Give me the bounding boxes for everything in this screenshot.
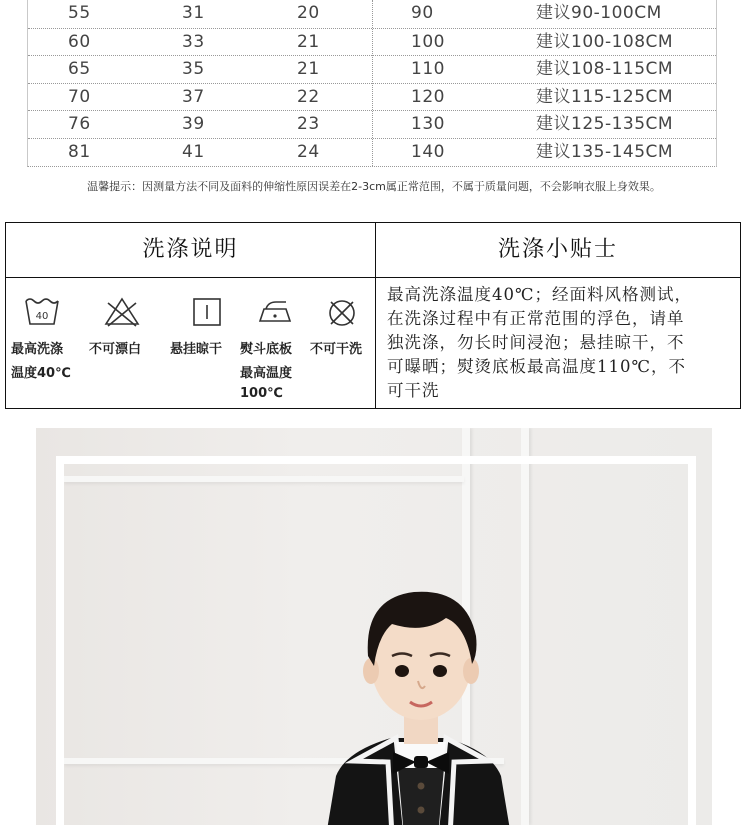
table-cell: 20 bbox=[297, 3, 320, 23]
table-cell: 41 bbox=[182, 141, 205, 162]
table-cell: 23 bbox=[297, 114, 320, 134]
table-row bbox=[28, 28, 716, 55]
wash-tub-40-icon bbox=[24, 297, 60, 327]
care-table bbox=[5, 222, 741, 409]
care-tips-title: 洗涤小贴士 bbox=[497, 237, 618, 262]
iron-icon bbox=[256, 297, 294, 327]
table-row bbox=[28, 110, 716, 137]
wash-label-line1: 最高洗涤 bbox=[11, 342, 64, 357]
header-divider bbox=[6, 277, 740, 278]
table-cell: 110 bbox=[411, 59, 445, 79]
line-dry-label: 悬挂晾干 bbox=[170, 342, 223, 357]
table-cell: 建议135-145CM bbox=[536, 141, 674, 162]
table-cell: 120 bbox=[411, 86, 445, 107]
product-photo bbox=[36, 428, 712, 825]
table-row bbox=[28, 55, 716, 82]
table-row bbox=[28, 83, 716, 110]
iron-label-line2: 最高温度 bbox=[240, 366, 293, 381]
table-cell: 60 bbox=[68, 31, 91, 52]
table-cell: 130 bbox=[411, 114, 445, 134]
table-cell: 22 bbox=[297, 86, 320, 107]
table-cell: 建议90-100CM bbox=[536, 3, 662, 23]
no-dry-clean-label: 不可干洗 bbox=[310, 342, 363, 357]
table-cell: 35 bbox=[182, 59, 205, 79]
table-cell: 55 bbox=[68, 3, 91, 23]
wash-label-line2: 温度40℃ bbox=[11, 366, 71, 381]
no-bleach-label: 不可漂白 bbox=[89, 342, 142, 357]
table-cell: 39 bbox=[182, 114, 205, 134]
table-row bbox=[28, 0, 716, 27]
table-cell: 37 bbox=[182, 86, 205, 107]
boy-in-suit-illustration bbox=[296, 506, 546, 825]
table-cell: 140 bbox=[411, 141, 445, 162]
no-dry-clean-icon bbox=[326, 297, 358, 329]
iron-label-line3: 100℃ bbox=[240, 386, 283, 401]
table-cell: 建议115-125CM bbox=[536, 86, 674, 107]
care-tips-text bbox=[387, 283, 737, 403]
tip-line: 独洗涤，勿长时间浸泡；悬挂晾干，不 bbox=[387, 333, 685, 352]
iron-label-line1: 熨斗底板 bbox=[240, 342, 293, 357]
table-cell: 100 bbox=[411, 31, 445, 52]
size-table bbox=[27, 0, 717, 167]
tip-line: 可干洗 bbox=[387, 381, 440, 400]
table-cell: 21 bbox=[297, 31, 320, 52]
table-cell: 76 bbox=[68, 114, 91, 134]
table-cell: 33 bbox=[182, 31, 205, 52]
table-cell: 24 bbox=[297, 141, 320, 162]
tip-line: 在洗涤过程中有正常范围的浮色，请单 bbox=[387, 309, 685, 328]
table-cell: 建议100-108CM bbox=[536, 31, 674, 52]
table-cell: 90 bbox=[411, 3, 434, 23]
table-cell: 70 bbox=[68, 86, 91, 107]
care-instructions-title: 洗涤说明 bbox=[142, 237, 239, 262]
line-dry-icon bbox=[192, 297, 222, 327]
table-cell: 21 bbox=[297, 59, 320, 79]
table-cell: 31 bbox=[182, 3, 205, 23]
wash-temp-text: 40 bbox=[35, 311, 49, 322]
size-note: 温馨提示：因测量方法不同及面料的伸缩性原因误差在2-3cm属正常范围，不属于质量问题，不会影响衣服上身效果。 bbox=[87, 180, 661, 193]
no-bleach-icon bbox=[103, 297, 141, 327]
table-cell: 81 bbox=[68, 141, 91, 162]
table-cell: 建议108-115CM bbox=[536, 59, 674, 79]
tip-line: 可曝晒；熨烫底板最高温度110℃，不 bbox=[387, 357, 686, 376]
table-row bbox=[28, 138, 716, 165]
tip-line: 最高洗涤温度40℃；经面料风格测试， bbox=[387, 285, 692, 304]
table-cell: 建议125-135CM bbox=[536, 114, 674, 134]
table-cell: 65 bbox=[68, 59, 91, 79]
